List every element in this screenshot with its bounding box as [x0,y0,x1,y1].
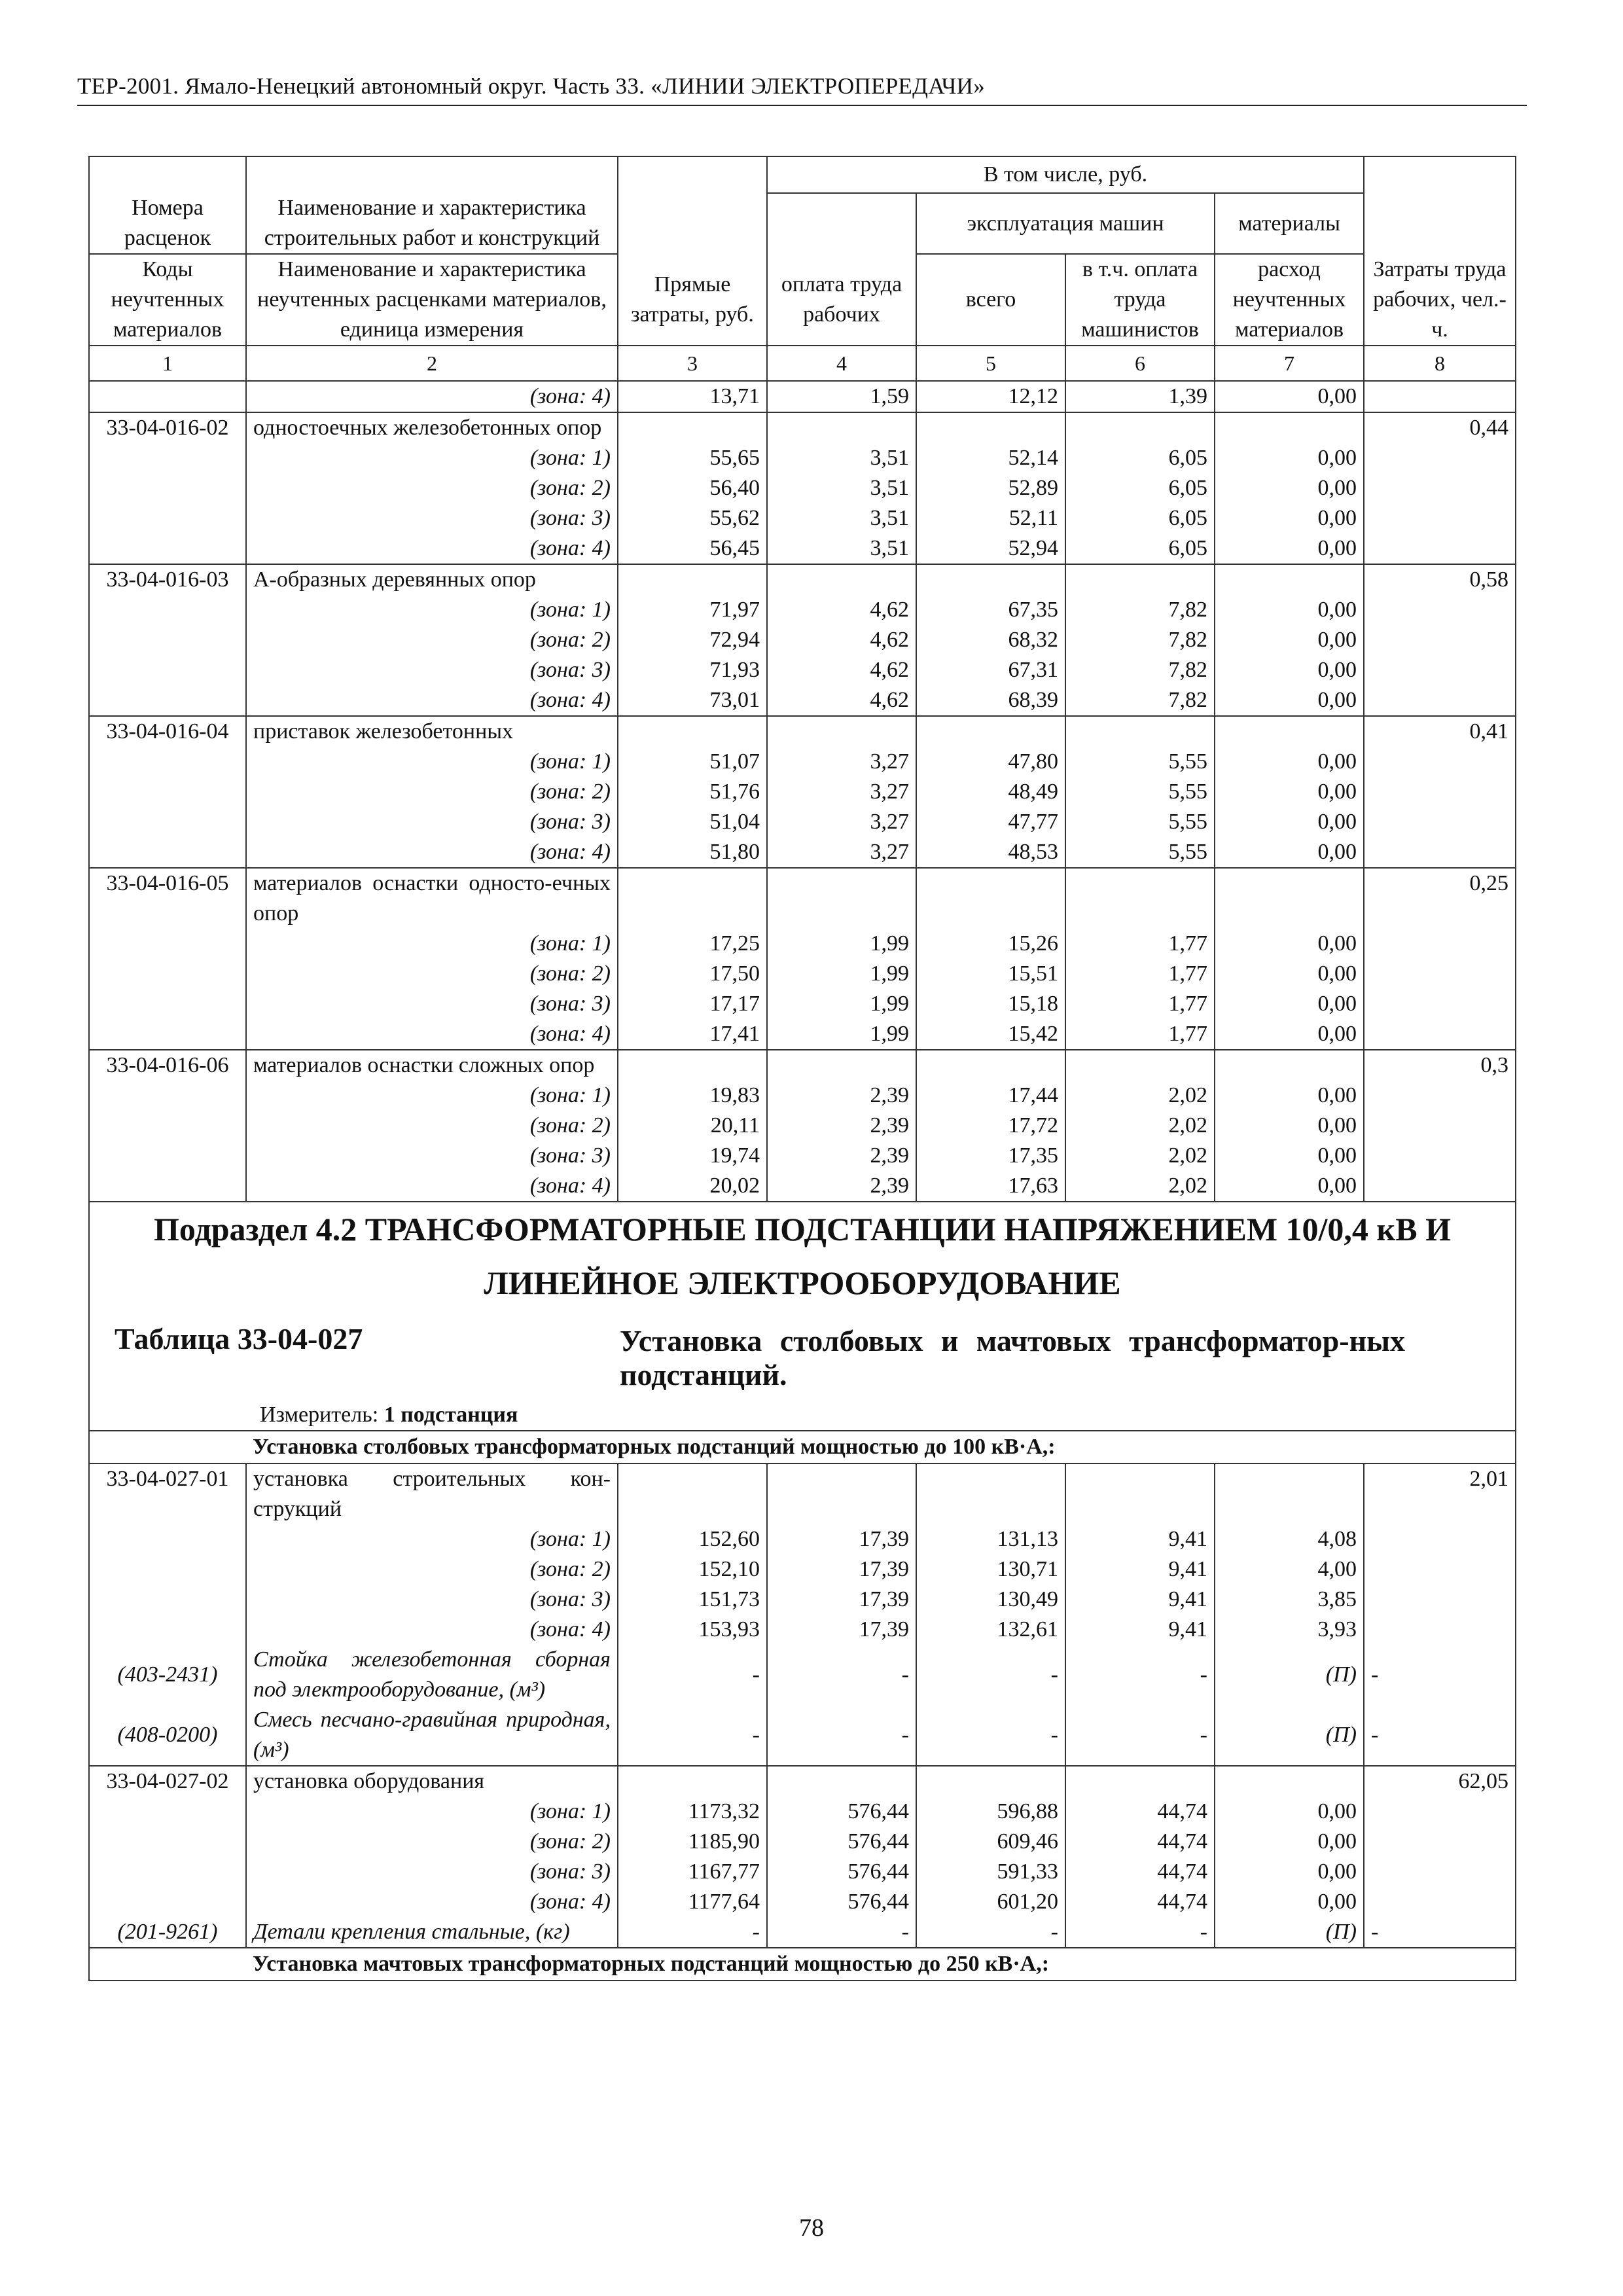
zone-label: (зона: 3) [246,503,618,533]
section-title-line1: Подраздел 4.2 ТРАНСФОРМАТОРНЫЕ ПОДСТАНЦИИ НАПРЯЖЕНИЕМ 10/0,4 кВ И [154,1211,1451,1247]
machine-total-cell: 48,53 [916,837,1065,868]
machine-total-cell: 130,71 [916,1554,1065,1585]
header-total: всего [916,254,1065,346]
materials-cell: 0,00 [1215,959,1364,989]
materials-cell: 0,00 [1215,655,1364,685]
direct-costs-cell: 51,04 [618,807,767,837]
worker-wages-cell: 1,59 [767,381,916,412]
machine-total-cell: 47,77 [916,807,1065,837]
worker-wages-cell: 2,39 [767,1171,916,1202]
rate-code: 33-04-016-03 [89,564,246,595]
table-row [89,1766,1516,1797]
zone-label: (зона: 3) [246,1857,618,1887]
operator-wages-cell: 9,41 [1065,1554,1215,1585]
header-labor-costs: Затраты труда рабочих, чел.-ч. [1364,254,1516,346]
machine-total-cell: 132,61 [916,1615,1065,1645]
materials-marker: (П) [1215,1645,1364,1705]
header-operator-wages: в т.ч. оплата труда машинистов [1065,254,1215,346]
work-name: установка оборудования [246,1766,618,1797]
table-row [89,929,1516,959]
materials-cell: 0,00 [1215,1887,1364,1917]
table-row [89,1111,1516,1141]
materials-cell: 3,93 [1215,1615,1364,1645]
materials-cell: 0,00 [1215,929,1364,959]
worker-wages-cell: 576,44 [767,1827,916,1857]
labor-costs-cell: 0,3 [1364,1050,1516,1081]
direct-costs-cell: 152,60 [618,1524,767,1554]
machine-total-cell: 12,12 [916,381,1065,412]
header-name-unaccounted: Наименование и характеристика неучтенных расценками материалов, единица измерения [246,254,618,346]
materials-cell: 0,00 [1215,837,1364,868]
work-name: одностоечных железобетонных опор [246,412,618,443]
materials-cell: 0,00 [1215,443,1364,473]
table-row [89,837,1516,868]
work-name: А-образных деревянных опор [246,564,618,595]
operator-wages-cell: 5,55 [1065,747,1215,777]
machine-total-cell: 52,14 [916,443,1065,473]
machine-total-cell: 15,42 [916,1019,1065,1050]
direct-costs-cell: 55,62 [618,503,767,533]
direct-costs-cell: 151,73 [618,1585,767,1615]
operator-wages-cell: 44,74 [1065,1827,1215,1857]
materials-cell: 0,00 [1215,1019,1364,1050]
worker-wages-cell: 1,99 [767,989,916,1019]
zone-label: (зона: 1) [246,595,618,625]
worker-wages-cell: 2,39 [767,1081,916,1111]
column-number: 7 [1215,346,1364,381]
column-number: 3 [618,346,767,381]
subheading: Установка столбовых трансформаторных подстанций мощностью до 100 кВ·А,: [246,1431,1516,1463]
column-number: 1 [89,346,246,381]
direct-costs-cell: 72,94 [618,625,767,655]
table-row [89,625,1516,655]
worker-wages-cell: 3,27 [767,807,916,837]
header-rule [77,105,1527,106]
direct-costs-cell: 1173,32 [618,1797,767,1827]
worker-wages-cell: 1,99 [767,1019,916,1050]
header-codes-unaccounted: Коды неучтенных материалов [89,254,246,346]
materials-cell: 0,00 [1215,777,1364,807]
direct-costs-cell: 56,40 [618,473,767,503]
header-materials: материалы [1215,193,1364,254]
machine-total-cell: 15,18 [916,989,1065,1019]
machine-total-cell: 47,80 [916,747,1065,777]
dash-cell: - [618,1917,767,1948]
direct-costs-cell: 1177,64 [618,1887,767,1917]
operator-wages-cell: 44,74 [1065,1797,1215,1827]
direct-costs-cell: 1185,90 [618,1827,767,1857]
operator-wages-cell: 2,02 [1065,1141,1215,1171]
table-row [89,959,1516,989]
table-row [89,1019,1516,1050]
table-row [89,564,1516,595]
direct-costs-cell: 17,50 [618,959,767,989]
direct-costs-cell: 73,01 [618,685,767,716]
materials-cell: 0,00 [1215,747,1364,777]
direct-costs-cell: 13,71 [618,381,767,412]
operator-wages-cell: 9,41 [1065,1524,1215,1554]
table-row [89,533,1516,564]
labor-costs-cell: 62,05 [1364,1766,1516,1797]
direct-costs-cell: 56,45 [618,533,767,564]
column-number: 8 [1364,346,1516,381]
worker-wages-cell: 17,39 [767,1554,916,1585]
labor-costs-cell: 0,25 [1364,868,1516,929]
worker-wages-cell: 3,27 [767,777,916,807]
table-row [89,1887,1516,1917]
operator-wages-cell: 9,41 [1065,1615,1215,1645]
operator-wages-cell: 44,74 [1065,1857,1215,1887]
materials-marker: (П) [1215,1917,1364,1948]
materials-cell: 3,85 [1215,1585,1364,1615]
operator-wages-cell: 7,82 [1065,625,1215,655]
direct-costs-cell: 152,10 [618,1554,767,1585]
material-row [89,1917,1516,1948]
worker-wages-cell: 576,44 [767,1797,916,1827]
operator-wages-cell: 6,05 [1065,503,1215,533]
table-row [89,473,1516,503]
worker-wages-cell: 1,99 [767,929,916,959]
materials-cell: 0,00 [1215,381,1364,412]
operator-wages-cell: 1,39 [1065,381,1215,412]
machine-total-cell: 48,49 [916,777,1065,807]
table-caption: Установка столбовых и мачтовых трансформатор-ных подстанций. [620,1324,1405,1391]
rate-code: 33-04-016-06 [89,1050,246,1081]
column-number: 4 [767,346,916,381]
dash-cell: - [1364,1645,1516,1705]
zone-label: (зона: 4) [246,1887,618,1917]
direct-costs-cell: 55,65 [618,443,767,473]
page-number: 78 [799,2214,824,2242]
zone-label: (зона: 2) [246,1827,618,1857]
operator-wages-cell: 1,77 [1065,989,1215,1019]
direct-costs-cell: 51,07 [618,747,767,777]
table-row [89,1524,1516,1554]
direct-costs-cell: 153,93 [618,1615,767,1645]
dash-cell: - [767,1705,916,1766]
materials-cell: 0,00 [1215,1081,1364,1111]
worker-wages-cell: 3,51 [767,443,916,473]
operator-wages-cell: 7,82 [1065,595,1215,625]
header-worker-wages: оплата труда рабочих [767,254,916,346]
materials-cell: 0,00 [1215,1797,1364,1827]
zone-label: (зона: 2) [246,1111,618,1141]
materials-cell: 0,00 [1215,533,1364,564]
zone-label: (зона: 2) [246,1554,618,1585]
worker-wages-cell: 4,62 [767,595,916,625]
dash-cell: - [1364,1705,1516,1766]
subheading-row [89,1948,1516,1981]
worker-wages-cell: 4,62 [767,625,916,655]
table-row [89,1050,1516,1081]
operator-wages-cell: 1,77 [1065,929,1215,959]
zone-label: (зона: 3) [246,989,618,1019]
dash-cell: - [767,1645,916,1705]
operator-wages-cell: 5,55 [1065,777,1215,807]
worker-wages-cell: 2,39 [767,1141,916,1171]
labor-costs-cell: 0,44 [1364,412,1516,443]
materials-cell: 0,00 [1215,989,1364,1019]
table-row [89,1615,1516,1645]
direct-costs-cell: 19,74 [618,1141,767,1171]
direct-costs-cell: 20,02 [618,1171,767,1202]
meter-label: Измеритель: [260,1403,379,1427]
zone-label: (зона: 1) [246,443,618,473]
table-row [89,443,1516,473]
material-code: (408-0200) [89,1705,246,1766]
material-code: (201-9261) [89,1917,246,1948]
header-direct-costs: Прямые затраты, руб. [618,254,767,346]
direct-costs-cell: 17,17 [618,989,767,1019]
table-row [89,747,1516,777]
direct-costs-cell: 71,93 [618,655,767,685]
table-row [89,716,1516,747]
worker-wages-cell: 17,39 [767,1524,916,1554]
worker-wages-cell: 3,51 [767,503,916,533]
zone-label: (зона: 1) [246,1524,618,1554]
labor-costs-cell: 0,41 [1364,716,1516,747]
material-row [89,1645,1516,1705]
material-row [89,1705,1516,1766]
direct-costs-cell: 51,80 [618,837,767,868]
materials-cell: 0,00 [1215,1141,1364,1171]
worker-wages-cell: 576,44 [767,1857,916,1887]
rate-code: 33-04-016-04 [89,716,246,747]
operator-wages-cell: 6,05 [1065,473,1215,503]
zone-label: (зона: 2) [246,625,618,655]
header-rate-numbers: Номера расценок [89,193,246,254]
worker-wages-cell: 3,27 [767,747,916,777]
zone-label: (зона: 2) [246,777,618,807]
worker-wages-cell: 576,44 [767,1887,916,1917]
subheading: Установка мачтовых трансформаторных подстанций мощностью до 250 кВ·А,: [246,1948,1516,1981]
direct-costs-cell: 19,83 [618,1081,767,1111]
dash-cell: - [916,1645,1065,1705]
labor-costs-cell: 0,58 [1364,564,1516,595]
machine-total-cell: 130,49 [916,1585,1065,1615]
materials-cell: 0,00 [1215,1171,1364,1202]
zone-label: (зона: 4) [246,381,618,412]
table-row [89,1463,1516,1524]
operator-wages-cell: 9,41 [1065,1585,1215,1615]
machine-total-cell: 52,94 [916,533,1065,564]
rates-table [88,156,1516,1981]
table-row [89,503,1516,533]
worker-wages-cell: 17,39 [767,1585,916,1615]
zone-label: (зона: 1) [246,929,618,959]
header-unaccounted-consumption: расход неучтенных материалов [1215,254,1364,346]
machine-total-cell: 15,51 [916,959,1065,989]
operator-wages-cell: 5,55 [1065,837,1215,868]
dash-cell: - [1065,1705,1215,1766]
direct-costs-cell: 17,41 [618,1019,767,1050]
material-name: Детали крепления стальные, (кг) [246,1917,618,1948]
machine-total-cell: 67,31 [916,655,1065,685]
machine-total-cell: 591,33 [916,1857,1065,1887]
table-row [89,777,1516,807]
table-row [89,381,1516,412]
materials-cell: 0,00 [1215,473,1364,503]
zone-label: (зона: 3) [246,1585,618,1615]
zone-label: (зона: 4) [246,837,618,868]
machine-total-cell: 68,39 [916,685,1065,716]
zone-label: (зона: 4) [246,1615,618,1645]
material-name: Смесь песчано-гравийная природная, (м³) [246,1705,618,1766]
zone-label: (зона: 3) [246,1141,618,1171]
work-name: приставок железобетонных [246,716,618,747]
materials-cell: 0,00 [1215,625,1364,655]
header-including: В том числе, руб. [767,156,1364,193]
table-row [89,1585,1516,1615]
zone-label: (зона: 4) [246,1019,618,1050]
zone-label: (зона: 1) [246,747,618,777]
materials-cell: 0,00 [1215,1857,1364,1887]
work-name: материалов оснастки односто-ечных опор [246,868,618,929]
direct-costs-cell: 17,25 [618,929,767,959]
operator-wages-cell: 6,05 [1065,533,1215,564]
direct-costs-cell: 1167,77 [618,1857,767,1887]
materials-cell: 0,00 [1215,1111,1364,1141]
operator-wages-cell: 5,55 [1065,807,1215,837]
material-code: (403-2431) [89,1645,246,1705]
column-number: 6 [1065,346,1215,381]
header-name-characteristics: Наименование и характеристика строительных работ и конструкций [246,193,618,254]
table-row [89,807,1516,837]
direct-costs-cell: 71,97 [618,595,767,625]
zone-label: (зона: 1) [246,1081,618,1111]
section-block [89,1202,1516,1431]
rate-code: 33-04-027-01 [89,1463,246,1524]
header-machine-operation: эксплуатация машин [916,193,1215,254]
table-row [89,1554,1516,1585]
machine-total-cell: 596,88 [916,1797,1065,1827]
zone-label: (зона: 4) [246,533,618,564]
operator-wages-cell: 2,02 [1065,1171,1215,1202]
table-row [89,1857,1516,1887]
running-header: ТЕР-2001. Ямало-Ненецкий автономный округ. Часть 33. «ЛИНИИ ЭЛЕКТРОПЕРЕДАЧИ» [77,73,986,99]
operator-wages-cell: 7,82 [1065,655,1215,685]
table-row [89,989,1516,1019]
table-row [89,655,1516,685]
worker-wages-cell: 4,62 [767,655,916,685]
machine-total-cell: 17,44 [916,1081,1065,1111]
table-row [89,868,1516,929]
work-name: материалов оснастки сложных опор [246,1050,618,1081]
zone-label: (зона: 2) [246,959,618,989]
dash-cell: - [916,1917,1065,1948]
meter [96,1400,1508,1430]
operator-wages-cell: 2,02 [1065,1111,1215,1141]
rate-code: 33-04-027-02 [89,1766,246,1797]
table-row [89,1827,1516,1857]
zone-label: (зона: 2) [246,473,618,503]
machine-total-cell: 52,11 [916,503,1065,533]
materials-cell: 0,00 [1215,685,1364,716]
rate-code: 33-04-016-02 [89,412,246,443]
table-label: Таблица 33-04-027 [115,1322,363,1355]
table-row [89,685,1516,716]
machine-total-cell: 601,20 [916,1887,1065,1917]
dash-cell: - [1065,1645,1215,1705]
machine-total-cell: 68,32 [916,625,1065,655]
machine-total-cell: 17,63 [916,1171,1065,1202]
machine-total-cell: 609,46 [916,1827,1065,1857]
zone-label: (зона: 3) [246,655,618,685]
dash-cell: - [1065,1917,1215,1948]
table-row [89,1141,1516,1171]
subheading-row [89,1431,1516,1463]
materials-marker: (П) [1215,1705,1364,1766]
materials-cell: 4,08 [1215,1524,1364,1554]
operator-wages-cell: 1,77 [1065,959,1215,989]
zone-label: (зона: 4) [246,685,618,716]
worker-wages-cell: 2,39 [767,1111,916,1141]
materials-cell: 0,00 [1215,503,1364,533]
table-row [89,412,1516,443]
meter-value: 1 подстанция [383,1403,518,1427]
direct-costs-cell: 51,76 [618,777,767,807]
worker-wages-cell: 1,99 [767,959,916,989]
rate-code: 33-04-016-05 [89,868,246,929]
table-row [89,1797,1516,1827]
zone-label: (зона: 4) [246,1171,618,1202]
work-name: установка строительных кон-струкций [246,1463,618,1524]
dash-cell: - [767,1917,916,1948]
operator-wages-cell: 2,02 [1065,1081,1215,1111]
worker-wages-cell: 3,27 [767,837,916,868]
operator-wages-cell: 1,77 [1065,1019,1215,1050]
operator-wages-cell: 6,05 [1065,443,1215,473]
machine-total-cell: 17,35 [916,1141,1065,1171]
zone-label: (зона: 1) [246,1797,618,1827]
machine-total-cell: 52,89 [916,473,1065,503]
section-title-line2: ЛИНЕЙНОЕ ЭЛЕКТРООБОРУДОВАНИЕ [484,1265,1121,1301]
dash-cell: - [618,1645,767,1705]
operator-wages-cell: 44,74 [1065,1887,1215,1917]
worker-wages-cell: 17,39 [767,1615,916,1645]
column-number: 2 [246,346,618,381]
table-row [89,595,1516,625]
operator-wages-cell: 7,82 [1065,685,1215,716]
materials-cell: 0,00 [1215,807,1364,837]
worker-wages-cell: 3,51 [767,533,916,564]
worker-wages-cell: 4,62 [767,685,916,716]
worker-wages-cell: 3,51 [767,473,916,503]
labor-costs-cell: 2,01 [1364,1463,1516,1524]
direct-costs-cell: 20,11 [618,1111,767,1141]
table-row [89,1081,1516,1111]
material-name: Стойка железобетонная сборная под электрооборудование, (м³) [246,1645,618,1705]
column-number: 5 [916,346,1065,381]
machine-total-cell: 67,35 [916,595,1065,625]
materials-cell: 4,00 [1215,1554,1364,1585]
table-row [89,1171,1516,1202]
machine-total-cell: 15,26 [916,929,1065,959]
zone-label: (зона: 3) [246,807,618,837]
machine-total-cell: 17,72 [916,1111,1065,1141]
dash-cell: - [916,1705,1065,1766]
dash-cell: - [618,1705,767,1766]
materials-cell: 0,00 [1215,595,1364,625]
materials-cell: 0,00 [1215,1827,1364,1857]
machine-total-cell: 131,13 [916,1524,1065,1554]
dash-cell: - [1364,1917,1516,1948]
